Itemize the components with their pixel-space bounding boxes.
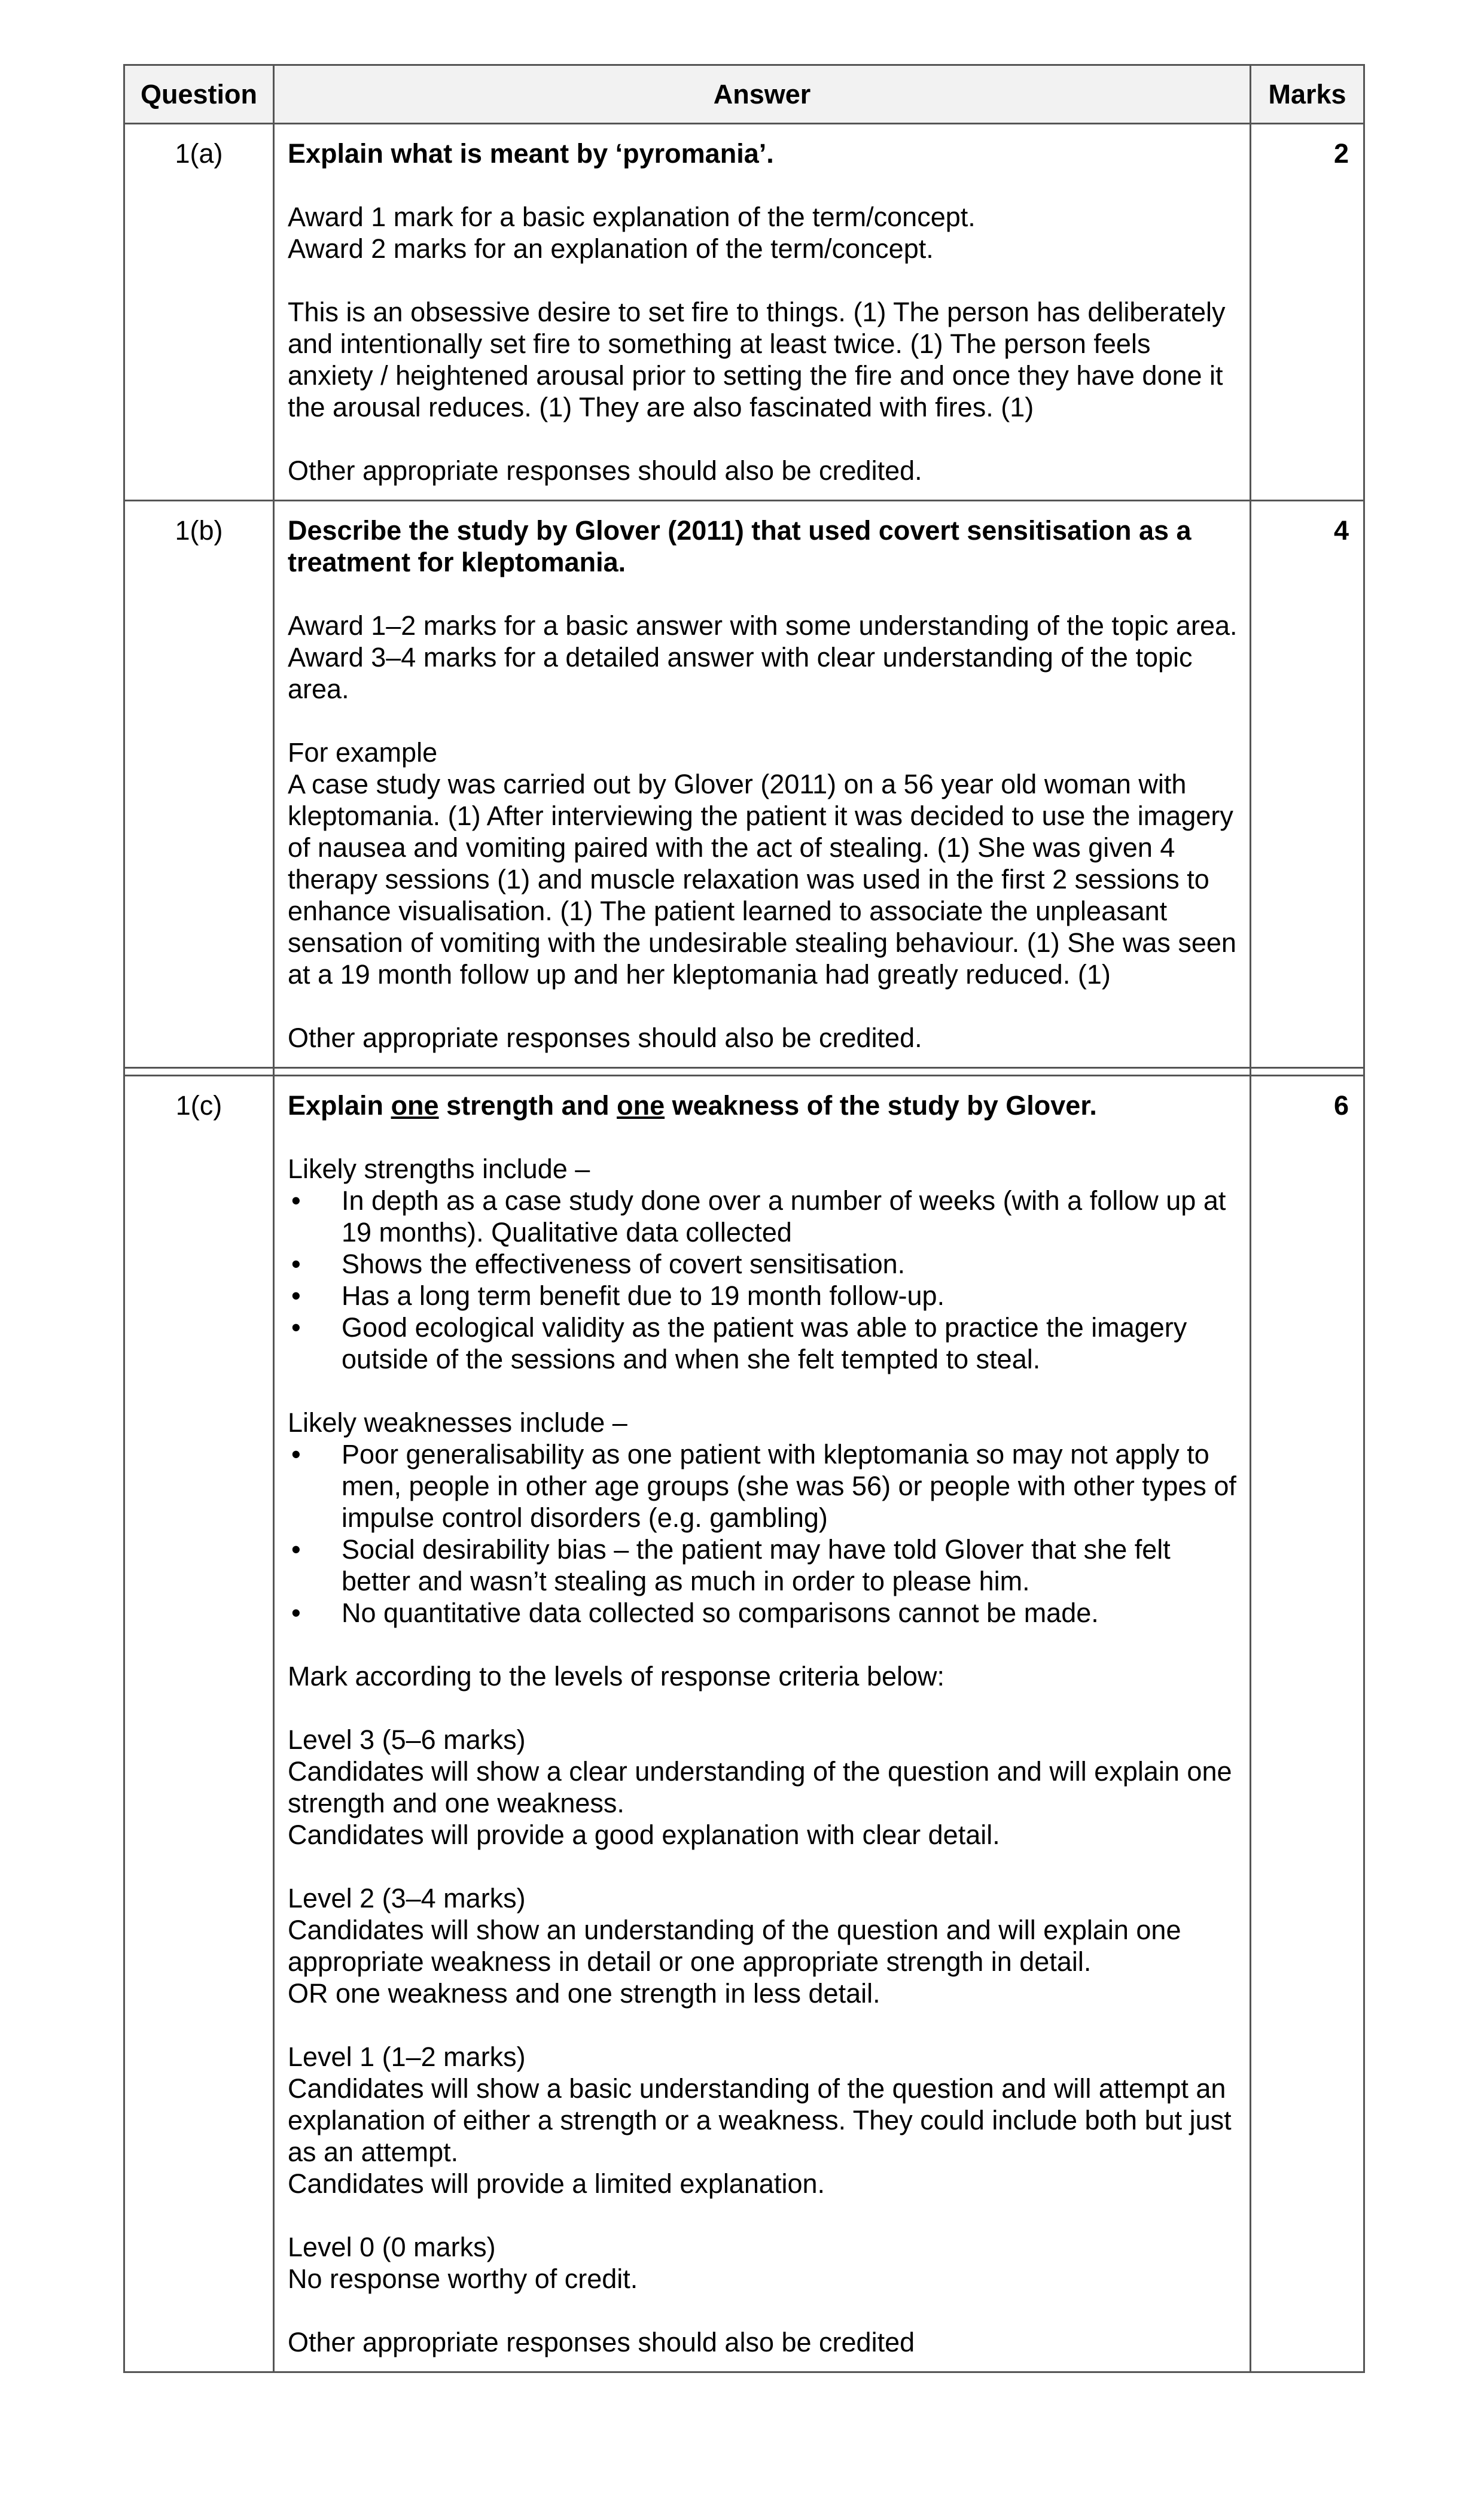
marks-column-header: Marks [1251,65,1364,124]
award-line-1a-2: Award 2 marks for an explanation of the term/concept. [288,233,934,264]
level-3-line: Candidates will show a clear understanding of the question and will explain one strength and one weakness. [288,1756,1232,1818]
answer-cell-1b [274,501,1251,1068]
answer-cell-1c [274,1076,1251,2372]
strength-item: • Has a long term benefit due to 19 month follow-up. [288,1280,1238,1312]
level-1-line: Candidates will provide a limited explanation. [288,2168,825,2199]
level-2-line: OR one weakness and one strength in less detail. [288,1978,880,2009]
question-number-1b: 1(b) [124,501,274,1068]
weakness-item: • No quantitative data collected so comparisons cannot be made. [288,1597,1238,1629]
row-1c [124,1076,1364,2372]
row-1b [124,501,1364,1068]
question-text-1c-part: weakness of the study by Glover. [665,1090,1097,1121]
mark-scheme-page [123,64,1363,2373]
separator-cell-a [274,1068,1251,1076]
award-line-1b-1: Award 1–2 marks for a basic answer with some understanding of the topic area. [288,610,1238,641]
level-3-title: Level 3 (5–6 marks) [288,1724,526,1755]
marks-1a: 2 [1251,124,1364,501]
separator-cell-m [1251,1068,1364,1076]
level-3-line: Candidates will provide a good explanation with clear detail. [288,1820,1000,1850]
question-text-1b: Describe the study by Glover (2011) that used covert sensitisation as a treatment for kleptomania. [288,515,1192,577]
level-2-title: Level 2 (3–4 marks) [288,1883,526,1913]
other-responses-1c: Other appropriate responses should also be credited [288,2327,915,2357]
marks-1b: 4 [1251,501,1364,1068]
row-1a [124,124,1364,501]
question-text-1c [288,1090,1238,1121]
answer-column-header: Answer [274,65,1251,124]
other-responses-1a: Other appropriate responses should also be credited. [288,455,922,486]
level-0-line: No response worthy of credit. [288,2264,638,2294]
example-label-1b: For example [288,737,438,768]
strength-item: • Shows the effectiveness of covert sensitisation. [288,1248,1238,1280]
other-responses-1b: Other appropriate responses should also be credited. [288,1023,922,1053]
answer-cell-1a [274,124,1251,501]
award-line-1b-2: Award 3–4 marks for a detailed answer with clear understanding of the topic area. [288,642,1193,704]
level-1-line: Candidates will show a basic understanding of the question and will attempt an explanation of either a strength or a weakness. They could include both but just as an attempt. [288,2073,1232,2167]
strength-item: • Good ecological validity as the patient was able to practice the imagery outside of the sessions and when she felt tempted to steal. [288,1312,1238,1375]
level-1-title: Level 1 (1–2 marks) [288,2042,526,2072]
question-number-1a: 1(a) [124,124,274,501]
question-text-1c-part: strength and [438,1090,617,1121]
question-number-1c: 1(c) [124,1076,274,2372]
weaknesses-label: Likely weaknesses include – [288,1407,627,1438]
strengths-label: Likely strengths include – [288,1154,590,1184]
level-0-title: Level 0 (0 marks) [288,2232,496,2262]
question-text-1c-part: Explain [288,1090,391,1121]
answer-text-1b: A case study was carried out by Glover (2011) on a 56 year old woman with kleptomania. (1) After interviewing the patient it was decided to use the imagery of nausea and vomiting paired with the act of stealing. (1) She was given 4 therapy sessions (1) and muscle relaxation was used in the first 2 sessions to enhance visualisation. (1) The patient learned to associate the unpleasant sensation of vomiting with the undesirable stealing behaviour. (1) She was seen at a 19 month follow up and her kleptomania had greatly reduced. (1) [288,769,1236,990]
weaknesses-list [288,1438,1238,1629]
separator-cell-q [124,1068,274,1076]
weakness-item: • Poor generalisability as one patient with kleptomania so may not apply to men, people in other age groups (she was 56) or people with other types of impulse control disorders (e.g. gambling) [288,1438,1238,1534]
question-column-header: Question [124,65,274,124]
strength-item: • In depth as a case study done over a number of weeks (with a follow up at 19 months). Qualitative data collected [288,1185,1238,1248]
question-text-1c-emphasis: one [617,1090,665,1121]
question-text-1c-emphasis: one [391,1090,439,1121]
weakness-item: • Social desirability bias – the patient may have told Glover that she felt better and wasn’t stealing as much in order to please him. [288,1534,1238,1597]
mark-scheme-table [123,64,1365,2373]
strengths-list [288,1185,1238,1375]
header-row [124,65,1364,124]
answer-text-1a: This is an obsessive desire to set fire to things. (1) The person has deliberately and intentionally set fire to something at least twice. (1) The person feels anxiety / heightened arousal prior to setting the fire and once they have done it the arousal reduces. (1) They are also fascinated with fires. (1) [288,297,1226,422]
levels-intro: Mark according to the levels of response criteria below: [288,1661,945,1691]
row-separator [124,1068,1364,1076]
level-2-line: Candidates will show an understanding of the question and will explain one appropriate weakness in detail or one appropriate strength in detail. [288,1915,1181,1977]
marks-1c: 6 [1251,1076,1364,2372]
award-line-1a-1: Award 1 mark for a basic explanation of the term/concept. [288,202,976,232]
question-text-1a: Explain what is meant by ‘pyromania’. [288,138,774,169]
